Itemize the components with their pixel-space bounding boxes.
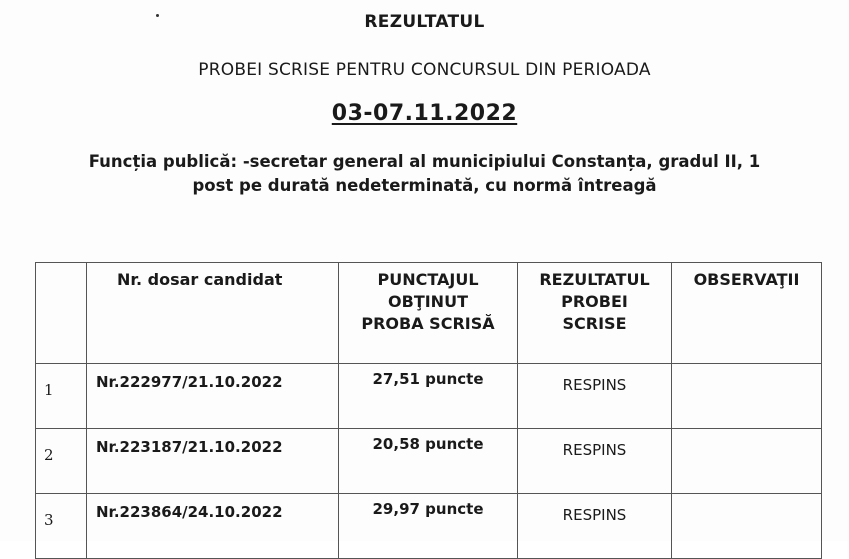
header-rezultat-line-2: PROBEI xyxy=(561,292,628,311)
function-line-1: Funcția publică: -secretar general al municipiului Constanța, gradul II, 1 xyxy=(88,152,761,171)
header-dosar: Nr. dosar candidat xyxy=(87,263,339,364)
header-rezultat-line-1: REZULTATUL xyxy=(539,270,650,289)
row-dosar: Nr.223187/21.10.2022 xyxy=(87,429,339,494)
header-index xyxy=(36,263,87,364)
row-index: 2 xyxy=(36,429,87,494)
header-punctaj-line-3: PROBA SCRISĂ xyxy=(361,314,495,333)
header-punctaj-line-1: PUNCTAJUL xyxy=(377,270,479,289)
header-punctaj xyxy=(339,263,518,364)
function-line-2: post pe durată nedeterminată, cu normă întreagă xyxy=(192,176,657,195)
row-punctaj: 20,58 puncte xyxy=(339,429,518,494)
row-index: 3 xyxy=(36,494,87,559)
table-row xyxy=(36,494,822,559)
table-row xyxy=(36,429,822,494)
row-rezultat: RESPINS xyxy=(518,364,672,429)
public-function-description xyxy=(0,150,849,198)
table-row xyxy=(36,364,822,429)
row-index: 1 xyxy=(36,364,87,429)
header-rezultat-line-3: SCRISE xyxy=(562,314,627,333)
row-punctaj: 29,97 puncte xyxy=(339,494,518,559)
document-title: REZULTATUL xyxy=(364,12,485,32)
row-observatii xyxy=(672,494,822,559)
row-observatii xyxy=(672,429,822,494)
row-punctaj: 27,51 puncte xyxy=(339,364,518,429)
competition-period: 03-07.11.2022 xyxy=(331,101,518,126)
row-rezultat: RESPINS xyxy=(518,494,672,559)
document-subtitle: PROBEI SCRISE PENTRU CONCURSUL DIN PERIOADA xyxy=(198,60,651,80)
row-dosar: Nr.223864/24.10.2022 xyxy=(87,494,339,559)
row-observatii xyxy=(672,364,822,429)
table-header-row xyxy=(36,263,822,364)
header-rezultat xyxy=(518,263,672,364)
header-punctaj-line-2: OBŢINUT xyxy=(388,292,468,311)
row-dosar: Nr.222977/21.10.2022 xyxy=(87,364,339,429)
header-observatii: OBSERVAŢII xyxy=(672,263,822,364)
results-table xyxy=(35,262,822,559)
row-rezultat: RESPINS xyxy=(518,429,672,494)
